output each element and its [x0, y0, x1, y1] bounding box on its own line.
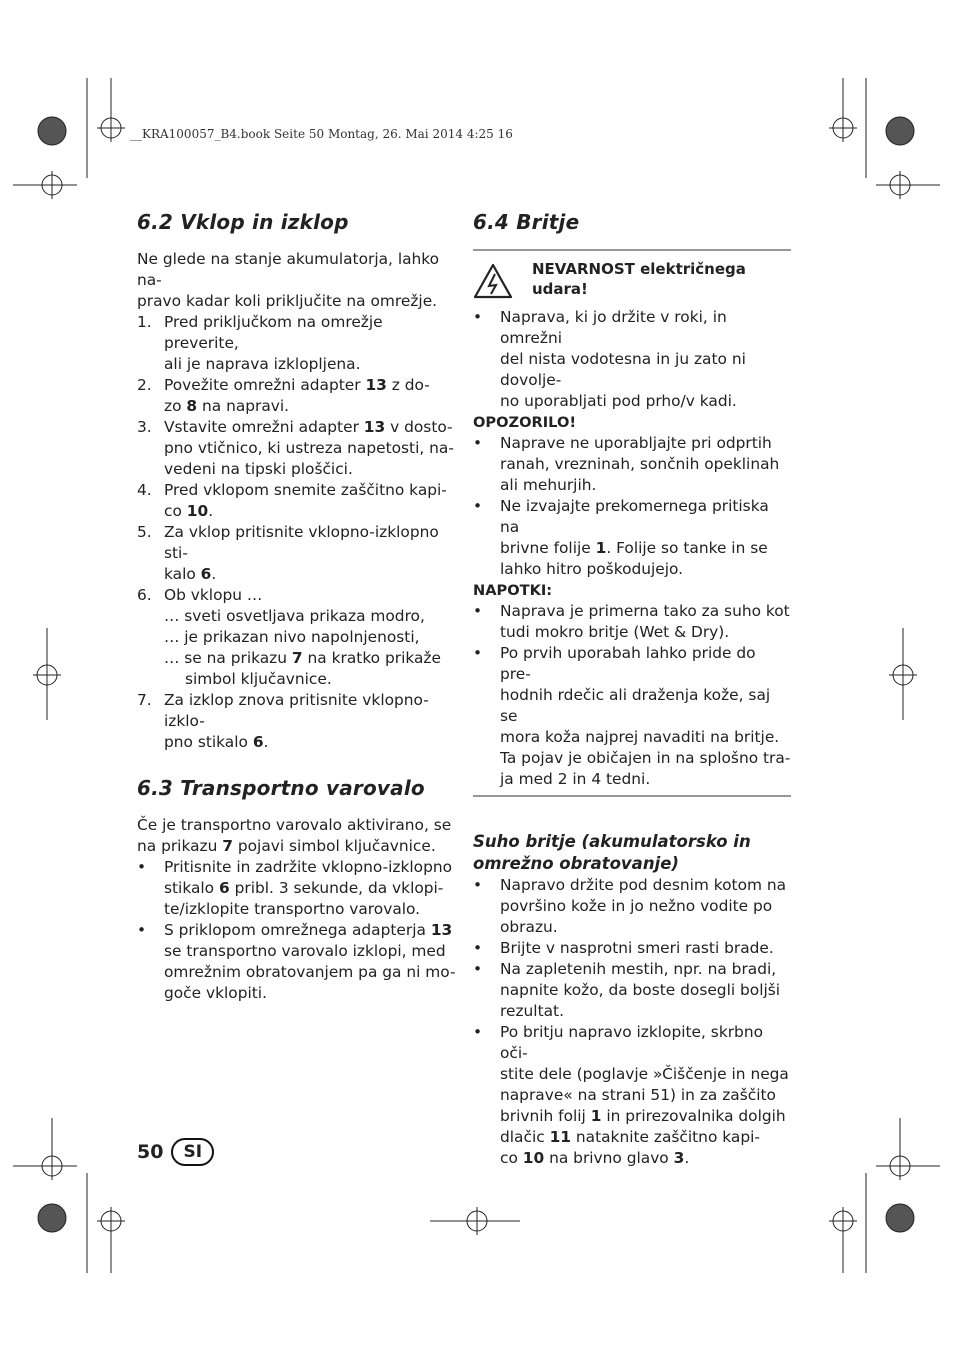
bullet-item: • Po britju napravo izklopite, skrbno oči- stite dele (poglavje »Čiščenje in nega naprave« na strani 51) in za zaščito brivnih folij 1 in prirezovalnika dolgih dlačic 11 nataknite zaščitno kapi- co 10 na brivno glavo 3.	[473, 1023, 789, 1167]
sub-item: simbol ključavnice.	[185, 670, 332, 688]
bullet-item: • Brijte v nasprotni smeri rasti brade.	[473, 939, 774, 957]
right-column	[473, 209, 791, 1169]
sub-item: … je prikazan nivo napolnjenosti,	[164, 628, 420, 646]
bullet-item: • Naprava, ki jo držite v roki, in omrežni del nista vodotesna in ju zato ni dovolje- no uporabljati pod prho/v kadi.	[473, 308, 746, 410]
bullet-item: • Pritisnite in zadržite vklopno-izklopno stikalo 6 pribl. 3 sekunde, da vklopi- te/izklopite transportno varovalo.	[137, 858, 453, 918]
notes-label: NAPOTKI:	[473, 582, 553, 599]
list-item: 5. Za vklop pritisnite vklopno-izklopno sti- kalo 6.	[137, 523, 439, 583]
safety-box	[473, 249, 791, 797]
section-heading-6-4: 6.4 Britje	[473, 210, 580, 234]
page-number: 50	[137, 1141, 164, 1163]
list-item: 7. Za izklop znova pritisnite vklopno-izklo- pno stikalo 6.	[137, 691, 429, 751]
page-footer	[137, 1138, 214, 1166]
language-badge: SI	[171, 1138, 214, 1166]
list-item: 6. Ob vklopu …	[137, 586, 263, 604]
intro-line: pravo kadar koli priključite na omrežje.	[137, 292, 438, 310]
section-heading-6-3: 6.3 Transportno varovalo	[137, 776, 425, 800]
list-item: 3. Vstavite omrežni adapter 13 v dosto- pno vtičnico, ki ustreza napetosti, na- vedeni na tipski ploščici.	[137, 418, 454, 478]
book-header-line: __KRA100057_B4.book Seite 50 Montag, 26. Mai 2014 4:25 16	[130, 127, 513, 141]
left-column	[137, 209, 457, 1004]
warning-label: OPOZORILO!	[473, 414, 577, 431]
bullet-item: • Ne izvajajte prekomernega pritiska na brivne folije 1. Folije so tanke in se lahko hitro poškodujejo.	[473, 497, 769, 578]
sub-item: … se na prikazu 7 na kratko prikaže	[164, 649, 441, 667]
bullet-item: • Naprava je primerna tako za suho kot tudi mokro britje (Wet & Dry).	[473, 602, 790, 641]
danger-title: NEVARNOST električnega	[532, 260, 746, 278]
bullet-item: • S priklopom omrežnega adapterja 13 se transportno varovalo izklopi, med omrežnim obratovanjem pa ga ni mo- goče vklopiti.	[137, 921, 456, 1002]
bullet-item: • Po prvih uporabah lahko pride do pre- hodnih rdečic ali draženja kože, saj se mora koža najprej navaditi na britje. Ta pojav je običajen in na splošno tra- ja med 2 in 4 tedni.	[473, 644, 791, 788]
electric-hazard-icon	[473, 259, 532, 305]
danger-warning: NEVARNOST električnega udara!	[473, 259, 791, 305]
bullet-item: • Naprave ne uporabljajte pri odprtih ranah, vrezninah, sončnih opeklinah ali mehurjih.	[473, 434, 780, 494]
list-item: 1. Pred priključkom na omrežje preverite, ali je naprava izklopljena.	[137, 313, 383, 373]
bullet-item: • Na zapletenih mestih, npr. na bradi, napnite kožo, da boste dosegli boljši rezultat.	[473, 960, 781, 1020]
intro-line: Ne glede na stanje akumulatorja, lahko na-	[137, 250, 440, 289]
bullet-item: • Napravo držite pod desnim kotom na površino kože in jo nežno vodite po obrazu.	[473, 876, 787, 936]
paragraph-line: na prikazu 7 pojavi simbol ključavnice.	[137, 837, 436, 855]
section-heading-6-2: 6.2 Vklop in izklop	[137, 210, 349, 234]
list-item: 2. Povežite omrežni adapter 13 z do- zo 8 na napravi.	[137, 376, 430, 415]
sub-item: … sveti osvetljava prikaza modro,	[164, 607, 425, 625]
paragraph-line: Če je transportno varovalo aktivirano, se	[137, 816, 452, 834]
subsection-heading: Suho britje (akumulatorsko in omrežno obratovanje)	[473, 832, 751, 873]
list-item: 4. Pred vklopom snemite zaščitno kapi- co 10.	[137, 481, 447, 520]
